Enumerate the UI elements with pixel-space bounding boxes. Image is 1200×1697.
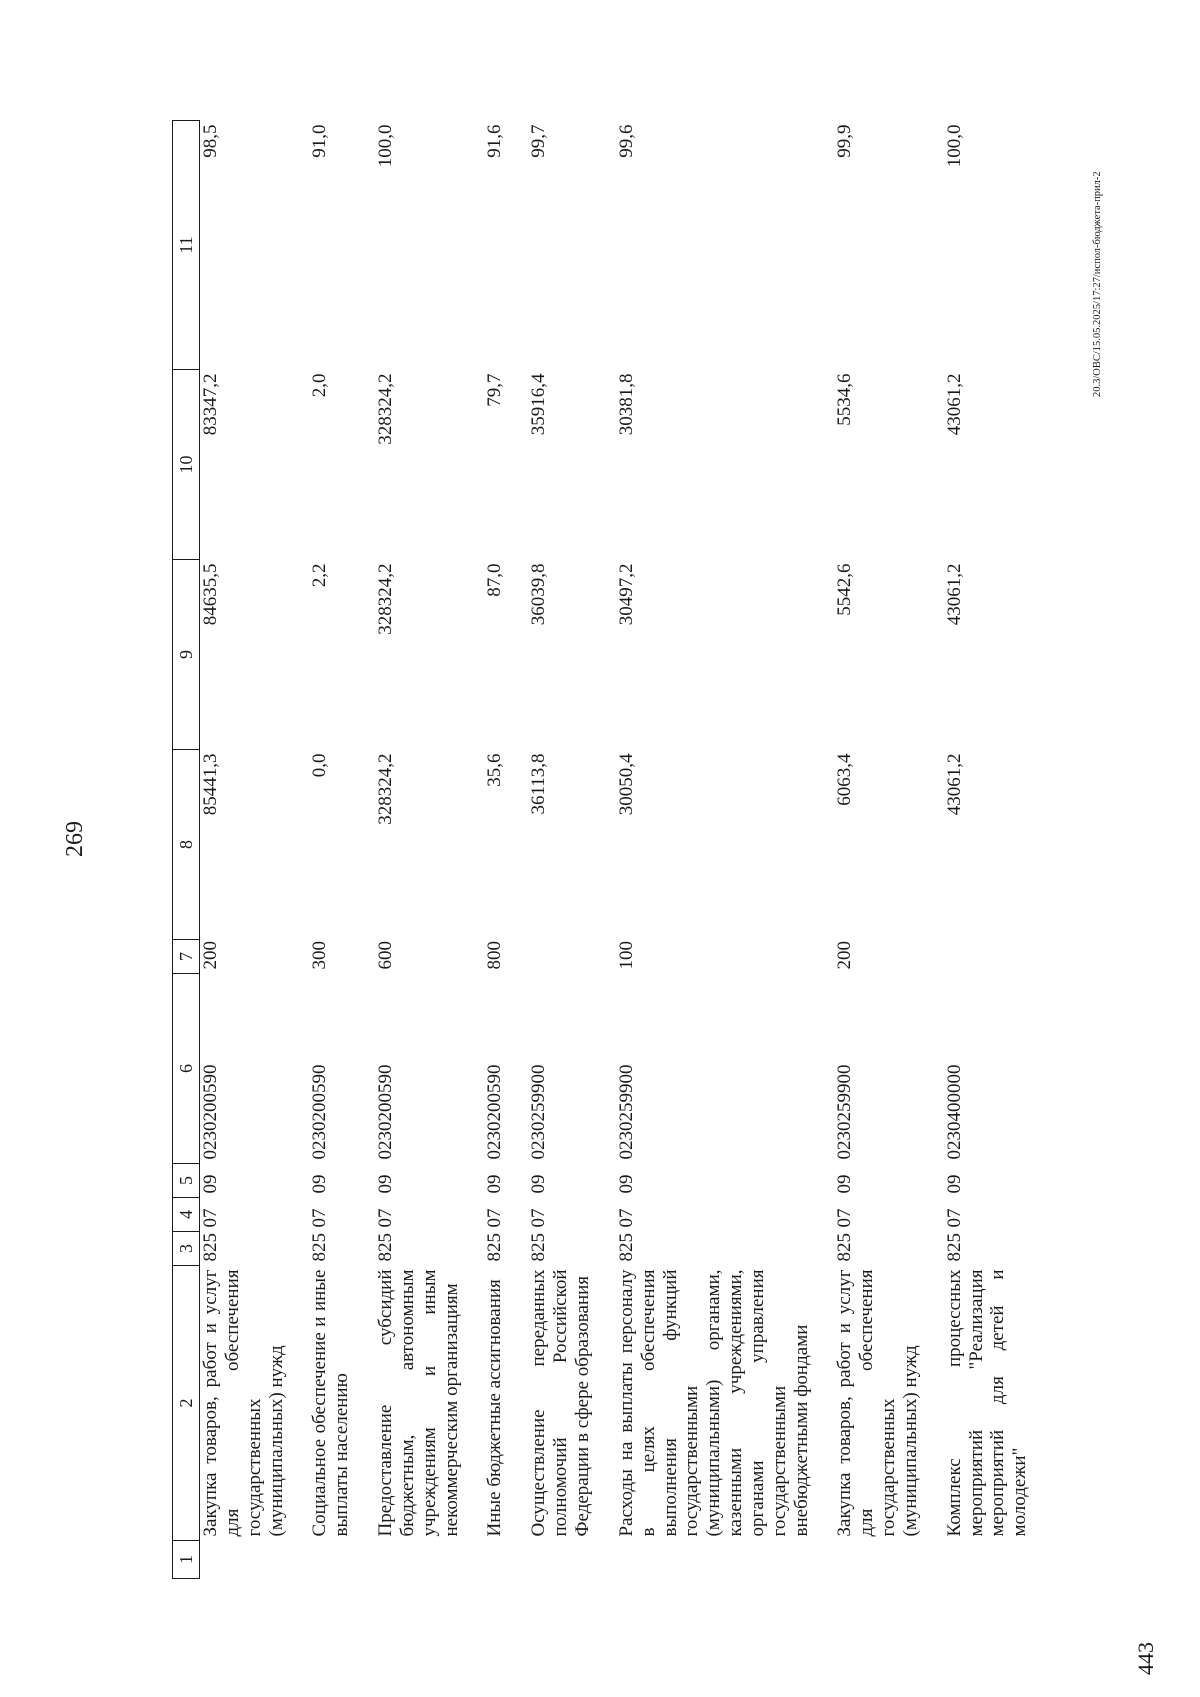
cell-col-5: 09 — [528, 1174, 550, 1194]
cell-col-7: 300 — [309, 941, 331, 970]
header-row — [173, 121, 200, 1579]
cell-col-7: 600 — [375, 941, 397, 970]
table-row — [944, 121, 1053, 1579]
column-header-6: 6 — [173, 974, 200, 1164]
cell-col-7: 200 — [834, 941, 856, 970]
row-name: Иные бюджетные ассигнования — [484, 1279, 506, 1537]
column-header-4: 4 — [173, 1198, 200, 1232]
cell-col-9: 84635,5 — [200, 563, 221, 626]
cell-col-11: 99,9 — [834, 124, 856, 158]
cell-col-6: 0230200590 — [484, 1064, 506, 1160]
cell-col-9: 36039,8 — [528, 563, 550, 626]
column-header-10: 10 — [173, 370, 200, 560]
cell-col-6: 0230259900 — [615, 1064, 637, 1160]
cell-col-10: 83347,2 — [200, 373, 221, 436]
column-header-5: 5 — [173, 1164, 200, 1198]
row-name: Расходы на выплаты персоналу в целях обеспечения выполнения функций государственными (муниципальными) органами, казенными учреждениями, органами управления государственными внебюджетными фондами — [615, 1269, 812, 1537]
cell-col-9: 328324,2 — [375, 563, 397, 635]
cell-col-6: 0230200590 — [200, 1064, 221, 1160]
cell-col-8: 0,0 — [309, 753, 331, 778]
row-name: Предоставление субсидий бюджетным, автономным учреждениям и иным некоммерческим организациям — [375, 1269, 462, 1537]
cell-col-4: 07 — [528, 1208, 550, 1228]
column-header-7: 7 — [173, 940, 200, 974]
cell-col-3: 825 — [375, 1233, 397, 1262]
cell-col-11: 99,7 — [528, 124, 550, 158]
row-name: Социальное обеспечение и иные выплаты населению — [309, 1269, 353, 1537]
cell-col-10: 43061,2 — [943, 373, 965, 436]
cell-col-7: 200 — [200, 941, 221, 970]
cell-col-9: 2,2 — [309, 563, 331, 588]
cell-col-7: 100 — [615, 941, 637, 970]
cell-col-8: 43061,2 — [943, 753, 965, 816]
table-row — [200, 121, 310, 1579]
column-header-11: 11 — [173, 121, 200, 370]
cell-col-6: 0230259900 — [834, 1064, 856, 1160]
cell-col-6: 0230200590 — [375, 1064, 397, 1160]
row-name: Осуществление переданных полномочий Российской Федерации в сфере образования — [528, 1269, 593, 1537]
table-row — [834, 121, 943, 1579]
column-header-2: 2 — [173, 1266, 200, 1541]
cell-col-11: 91,6 — [484, 124, 506, 158]
cell-col-3: 825 — [943, 1233, 965, 1262]
cell-col-4: 07 — [615, 1208, 637, 1228]
cell-col-7: 800 — [484, 941, 506, 970]
cell-col-6: 0230400000 — [943, 1064, 965, 1160]
cell-col-5: 09 — [834, 1174, 856, 1194]
row-name: Закупка товаров, работ и услуг для обеспечения государственных (муниципальных) нужд — [200, 1269, 287, 1537]
table-row — [309, 121, 375, 1579]
column-header-3: 3 — [173, 1232, 200, 1266]
cell-col-3: 825 — [528, 1233, 550, 1262]
cell-col-7 — [528, 940, 616, 974]
cell-col-4: 07 — [309, 1208, 331, 1228]
cell-col-5: 09 — [375, 1174, 397, 1194]
cell-col-9: 87,0 — [484, 563, 506, 597]
table-row — [484, 121, 528, 1579]
cell-col-9: 43061,2 — [943, 563, 965, 626]
cell-col-4: 07 — [375, 1208, 397, 1228]
cell-col-10: 2,0 — [309, 373, 331, 398]
cell-col-6: 0230259900 — [528, 1064, 550, 1160]
cell-col-5: 09 — [943, 1174, 965, 1194]
cell-col-9: 30497,2 — [615, 563, 637, 626]
budget-table — [172, 120, 1053, 1579]
cell-col-8: 35,6 — [484, 753, 506, 787]
cell-col-5: 09 — [200, 1174, 221, 1194]
document-code: 20.3/ОВС/15.05.2025/17:27/испол-бюджета-прил-2 — [1092, 171, 1103, 397]
cell-col-11: 98,5 — [200, 124, 221, 158]
cell-col-11: 91,0 — [309, 124, 331, 158]
cell-col-8: 36113,8 — [528, 753, 550, 815]
cell-col-3: 825 — [834, 1233, 856, 1262]
cell-col-4: 07 — [943, 1208, 965, 1228]
row-name: Закупка товаров, работ и услуг для обеспечения государственных (муниципальных) нужд — [834, 1269, 921, 1537]
table-row — [616, 121, 835, 1579]
table-row — [375, 121, 484, 1579]
cell-col-4: 07 — [834, 1208, 856, 1228]
cell-col-5: 09 — [615, 1174, 637, 1194]
cell-col-4: 07 — [200, 1208, 221, 1228]
column-header-9: 9 — [173, 560, 200, 750]
cell-col-10: 30381,8 — [615, 373, 637, 436]
cell-col-8: 30050,4 — [615, 753, 637, 816]
cell-col-10: 328324,2 — [375, 373, 397, 445]
cell-col-11: 100,0 — [943, 124, 965, 168]
cell-col-10: 35916,4 — [528, 373, 550, 436]
cell-col-3: 825 — [309, 1233, 331, 1262]
sheet-number: 443 — [1133, 1642, 1158, 1675]
cell-col-3: 825 — [615, 1233, 637, 1262]
cell-col-3: 825 — [200, 1233, 221, 1262]
cell-col-11: 100,0 — [375, 124, 397, 168]
row-name: Комплекс процессных мероприятий "Реализация мероприятий для детей и молодежи" — [943, 1269, 1031, 1537]
cell-col-5: 09 — [484, 1174, 506, 1194]
cell-col-11: 99,6 — [615, 124, 637, 158]
cell-col-4: 07 — [484, 1208, 506, 1228]
column-header-1: 1 — [173, 1541, 200, 1579]
cell-col-8: 328324,2 — [375, 753, 397, 825]
cell-col-6: 0230200590 — [309, 1064, 331, 1160]
cell-col-8: 85441,3 — [200, 753, 221, 816]
cell-col-7 — [944, 940, 1053, 974]
cell-col-8: 6063,4 — [834, 753, 856, 806]
cell-col-5: 09 — [309, 1174, 331, 1194]
cell-col-10: 79,7 — [484, 373, 506, 407]
cell-col-3: 825 — [484, 1233, 506, 1262]
cell-col-10: 5534,6 — [834, 373, 856, 426]
page-number: 269 — [62, 821, 88, 857]
cell-col-9: 5542,6 — [834, 563, 856, 616]
table-row — [528, 121, 616, 1579]
column-header-8: 8 — [173, 750, 200, 940]
